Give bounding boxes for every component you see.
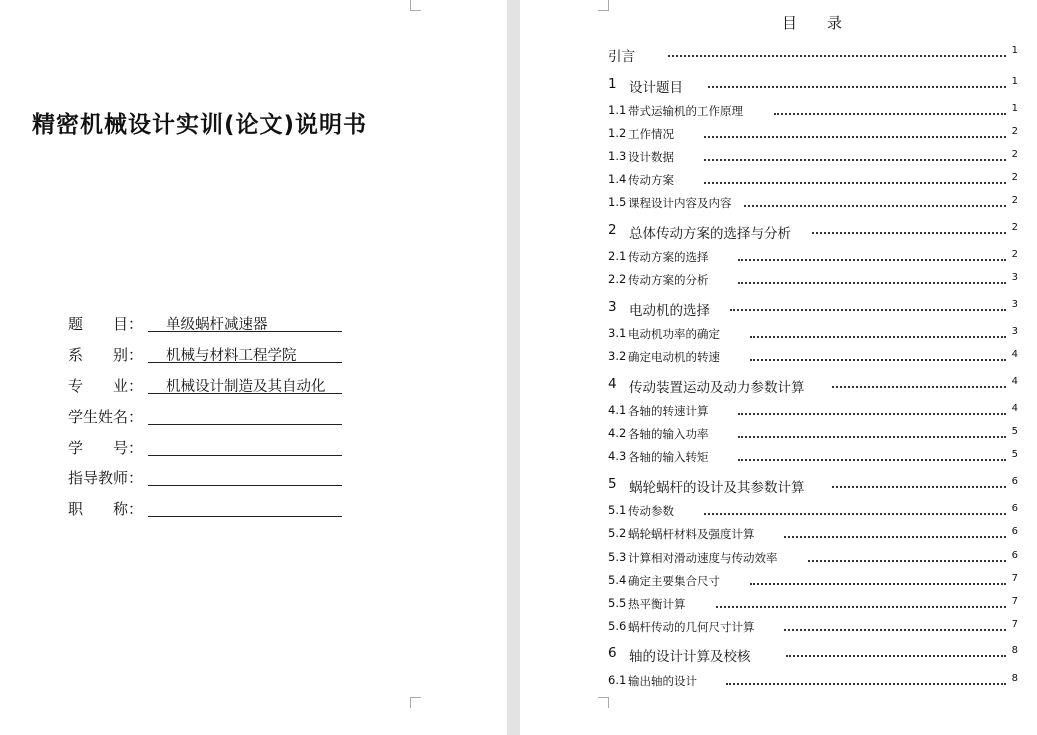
field-value[interactable]: 机械设计制造及其自动化 [148,375,342,394]
toc-entry-number: 5.4 [608,573,627,587]
toc-entry[interactable] [608,403,1018,421]
toc-entry-title: 热平衡计算 [628,597,686,611]
toc-leader-dots [784,526,1006,538]
page-gutter [507,0,520,735]
toc-entry[interactable] [608,299,1018,317]
toc-entry-number: 6.1 [608,673,627,687]
toc-entry-number: 5.3 [608,550,627,564]
toc-entry-number: 2 [608,222,617,238]
field-row-topic [68,313,368,337]
toc-entry-page: 1 [1011,45,1018,56]
toc-entry[interactable] [608,45,1018,63]
field-label: 指导教师： [68,469,144,487]
toc-leader-dots [808,550,1006,562]
toc-leader-dots [738,403,1006,415]
toc-entry-title: 设计题目 [629,80,683,96]
crop-mark [598,697,609,708]
toc-leader-dots [750,573,1006,585]
toc-entry-page: 6 [1011,476,1018,487]
toc-entry[interactable] [608,573,1018,591]
toc-leader-dots [812,222,1006,234]
toc-entry-number: 6 [608,645,617,661]
toc-entry-number: 5.1 [608,503,627,517]
toc-leader-dots [704,172,1006,184]
toc-entry-title: 确定电动机的转速 [628,350,720,364]
toc-leader-dots [784,619,1006,631]
toc-leader-dots [738,272,1006,284]
toc-leader-dots [832,476,1006,488]
toc-entry-number: 1.5 [608,195,627,209]
field-row-student-id [68,437,368,461]
toc-entry-page: 6 [1011,526,1018,537]
toc-entry-title: 计算相对滑动速度与传动效率 [628,551,778,565]
field-row-title-rank [68,498,368,522]
cover-page [0,0,507,735]
toc-entry-number: 5 [608,476,617,492]
toc-entry-number: 4 [608,376,617,392]
field-value[interactable] [148,498,342,517]
toc-entry-title: 传动装置运动及动力参数计算 [629,380,805,396]
toc-entry-page: 7 [1011,619,1018,630]
toc-entry-page: 8 [1011,673,1018,684]
toc-entry-page: 1 [1011,76,1018,87]
field-label: 职 称： [68,500,144,518]
toc-entry-title: 传动方案的选择 [628,250,709,264]
toc-entry-page: 2 [1011,195,1018,206]
toc-leader-dots [704,126,1006,138]
toc-entry-page: 2 [1011,172,1018,183]
toc-entry-page: 3 [1011,326,1018,337]
toc-entry-number: 3.1 [608,326,627,340]
crop-mark [598,0,609,11]
toc-entry-page: 1 [1011,103,1018,114]
toc-entry-page: 8 [1011,645,1018,656]
toc-leader-dots [750,326,1006,338]
toc-entry-number: 2.1 [608,249,627,263]
toc-entry[interactable] [608,349,1018,367]
toc-entry-title: 工作情况 [628,127,674,141]
toc-entry-title: 总体传动方案的选择与分析 [629,226,791,242]
toc-leader-dots [726,673,1006,685]
toc-entry[interactable] [608,673,1018,691]
field-label: 专 业： [68,377,144,395]
toc-entry-number: 1.3 [608,149,627,163]
toc-entry-title: 蜗轮蜗杆材料及强度计算 [628,527,755,541]
toc-entry-title: 各轴的转速计算 [628,404,709,418]
toc-page [520,0,1037,735]
toc-entry-title: 电动机的选择 [629,303,710,319]
toc-entry[interactable] [608,249,1018,267]
field-row-advisor [68,467,368,491]
toc-leader-dots [730,299,1006,311]
toc-entry-number: 4.3 [608,449,627,463]
field-value[interactable]: 机械与材料工程学院 [148,344,342,363]
toc-leader-dots [786,645,1006,657]
toc-entry-title: 确定主要集合尺寸 [628,574,720,588]
toc-entry-number: 1.1 [608,103,627,117]
toc-entry-page: 6 [1011,503,1018,514]
toc-entry-title: 传动方案的分析 [628,273,709,287]
toc-entry[interactable] [608,596,1018,614]
toc-entry-number: 引言 [608,49,635,65]
toc-entry-page: 2 [1011,249,1018,260]
toc-leader-dots [738,249,1006,261]
toc-entry[interactable] [608,376,1018,394]
toc-entry-title: 课程设计内容及内容 [628,196,732,210]
toc-entry-number: 4.2 [608,426,627,440]
toc-entry[interactable] [608,272,1018,290]
toc-entry[interactable] [608,426,1018,444]
field-row-student-name [68,406,368,430]
toc-leader-dots [832,376,1006,388]
toc-entry-title: 各轴的输入功率 [628,427,709,441]
toc-entry-page: 2 [1011,126,1018,137]
toc-entry-title: 设计数据 [628,150,674,164]
toc-entry-page: 4 [1011,349,1018,360]
toc-heading: 目 录 [782,14,843,32]
toc-entry[interactable] [608,645,1018,663]
toc-leader-dots [738,449,1006,461]
toc-entry-page: 2 [1011,149,1018,160]
toc-entry-number: 1.2 [608,126,627,140]
toc-leader-dots [704,503,1006,515]
toc-entry-page: 7 [1011,596,1018,607]
toc-entry-title: 蜗轮蜗杆的设计及其参数计算 [629,480,805,496]
toc-entry[interactable] [608,172,1018,190]
field-label: 学生姓名： [68,408,144,426]
toc-entry[interactable] [608,149,1018,167]
toc-entry-title: 各轴的输入转矩 [628,450,709,464]
toc-leader-dots [750,349,1006,361]
field-value[interactable] [148,406,342,425]
toc-entry[interactable] [608,449,1018,467]
toc-entry[interactable] [608,476,1018,494]
toc-entry-number: 1 [608,76,617,92]
toc-entry-number: 3 [608,299,617,315]
toc-entry-page: 4 [1011,376,1018,387]
toc-entry-title: 传动方案 [628,173,674,187]
toc-entry-number: 5.5 [608,596,627,610]
field-value[interactable] [148,437,342,456]
toc-leader-dots [774,103,1006,115]
toc-entry-title: 带式运输机的工作原理 [628,104,743,118]
toc-entry-number: 2.2 [608,272,627,286]
toc-entry-page: 2 [1011,222,1018,233]
toc-entry-page: 5 [1011,449,1018,460]
field-row-major [68,375,368,399]
toc-entry-title: 电动机功率的确定 [628,327,720,341]
toc-entry[interactable] [608,103,1018,121]
crop-mark [410,0,421,11]
field-value[interactable]: 单级蜗杆减速器 [148,313,342,332]
field-row-department [68,344,368,368]
toc-entry[interactable] [608,503,1018,521]
toc-entry-number: 4.1 [608,403,627,417]
toc-leader-dots [744,195,1006,207]
toc-entry-number: 1.4 [608,172,627,186]
toc-leader-dots [668,45,1006,57]
field-value[interactable] [148,467,342,486]
toc-entry[interactable] [608,195,1018,213]
toc-entry[interactable] [608,126,1018,144]
document-title: 精密机械设计实训(论文)说明书 [32,112,368,138]
crop-mark [410,697,421,708]
toc-leader-dots [716,596,1006,608]
toc-leader-dots [704,149,1006,161]
toc-entry-page: 6 [1011,550,1018,561]
toc-entry-title: 传动参数 [628,504,674,518]
toc-entry[interactable] [608,222,1018,240]
toc-entry-page: 3 [1011,299,1018,310]
field-label: 学 号： [68,439,144,457]
toc-entry-page: 3 [1011,272,1018,283]
field-label: 系 别： [68,346,144,364]
toc-entry-page: 4 [1011,403,1018,414]
toc-entry-number: 3.2 [608,349,627,363]
toc-leader-dots [738,426,1006,438]
toc-entry-title: 轴的设计计算及校核 [629,649,751,665]
toc-entry[interactable] [608,526,1018,544]
toc-entry-title: 蜗杆传动的几何尺寸计算 [628,620,755,634]
toc-entry-number: 5.6 [608,619,627,633]
toc-leader-dots [708,76,1006,88]
toc-entry-page: 5 [1011,426,1018,437]
toc-entry[interactable] [608,76,1018,94]
toc-entry-number: 5.2 [608,526,627,540]
field-label: 题 目： [68,315,144,333]
toc-entry[interactable] [608,619,1018,637]
toc-entry[interactable] [608,326,1018,344]
toc-entry[interactable] [608,550,1018,568]
toc-entry-page: 7 [1011,573,1018,584]
toc-entry-title: 输出轴的设计 [628,674,697,688]
